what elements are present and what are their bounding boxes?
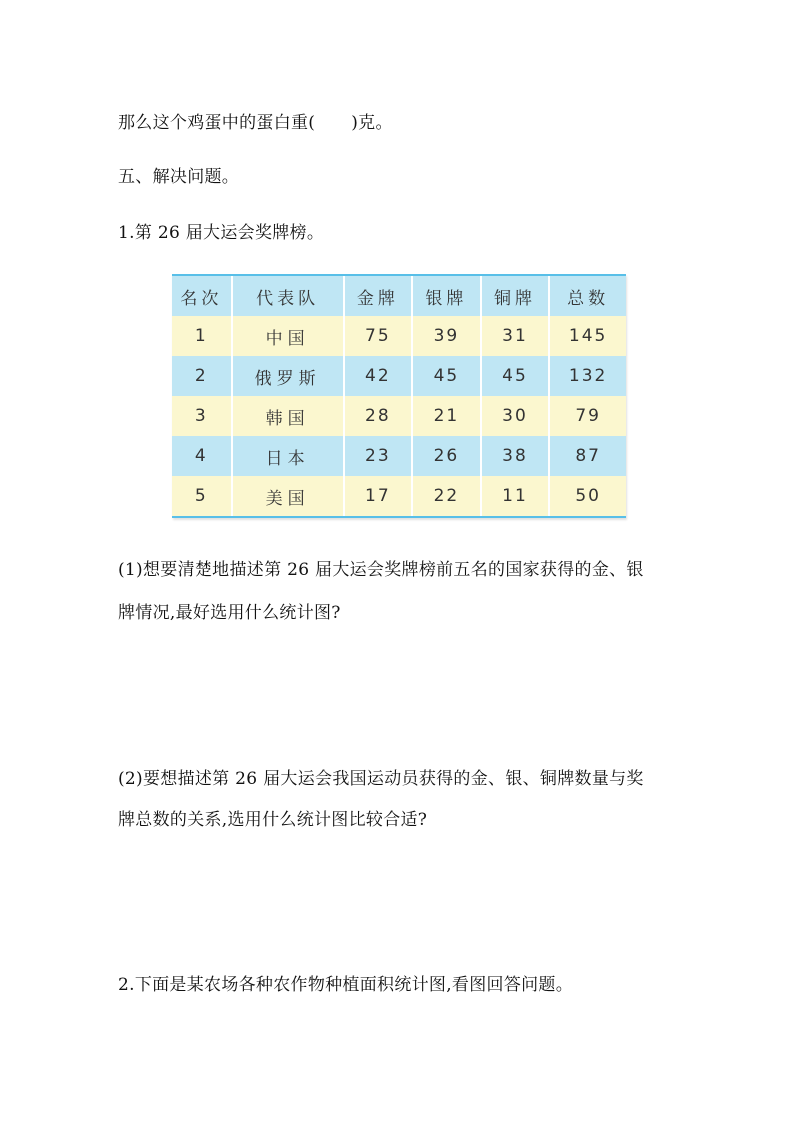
cell-silver: 39 (412, 316, 481, 356)
cell-rank: 5 (172, 476, 232, 517)
cell-gold: 17 (344, 476, 413, 517)
table-row (172, 476, 626, 517)
cell-team: 俄罗斯 (232, 356, 344, 396)
cell-silver: 21 (412, 396, 481, 436)
cell-bronze: 38 (481, 436, 550, 476)
table-row (172, 316, 626, 356)
cell-gold: 28 (344, 396, 413, 436)
question-line-egg-white (118, 108, 393, 133)
header-total: 总数 (549, 275, 626, 316)
question-1-1-line-2: 牌情况,最好选用什么统计图? (118, 603, 341, 623)
cell-bronze: 30 (481, 396, 550, 436)
table-header-row (172, 275, 626, 316)
cell-silver: 26 (412, 436, 481, 476)
cell-gold: 23 (344, 436, 413, 476)
cell-bronze: 45 (481, 356, 550, 396)
question-1-1-line-1: (1)想要清楚地描述第 26 届大运会奖牌榜前五名的国家获得的金、银 (118, 560, 644, 580)
header-team: 代表队 (232, 275, 344, 316)
cell-silver: 22 (412, 476, 481, 517)
question-1-2-line-2: 牌总数的关系,选用什么统计图比较合适? (118, 810, 428, 830)
cell-total: 50 (549, 476, 626, 517)
cell-rank: 3 (172, 396, 232, 436)
cell-rank: 4 (172, 436, 232, 476)
section-heading-solve-problems: 五、解决问题。 (118, 167, 240, 187)
table-row (172, 396, 626, 436)
cell-total: 87 (549, 436, 626, 476)
table-row (172, 356, 626, 396)
header-rank: 名次 (172, 275, 232, 316)
cell-bronze: 31 (481, 316, 550, 356)
cell-team: 美国 (232, 476, 344, 517)
egg-white-text-before: 那么这个鸡蛋中的蛋白重( (118, 113, 316, 133)
question-1-2-line-1: (2)要想描述第 26 届大运会我国运动员获得的金、银、铜牌数量与奖 (118, 769, 644, 789)
egg-white-text-after: )克。 (351, 113, 393, 133)
header-bronze: 铜牌 (481, 275, 550, 316)
question-1-title: 1.第 26 届大运会奖牌榜。 (118, 223, 325, 243)
cell-gold: 42 (344, 356, 413, 396)
header-silver: 银牌 (412, 275, 481, 316)
cell-gold: 75 (344, 316, 413, 356)
cell-total: 145 (549, 316, 626, 356)
cell-rank: 1 (172, 316, 232, 356)
medal-table (172, 274, 626, 518)
cell-silver: 45 (412, 356, 481, 396)
cell-bronze: 11 (481, 476, 550, 517)
table-row (172, 436, 626, 476)
header-gold: 金牌 (344, 275, 413, 316)
question-2-title: 2.下面是某农场各种农作物种植面积统计图,看图回答问题。 (118, 975, 574, 995)
cell-team: 日本 (232, 436, 344, 476)
cell-rank: 2 (172, 356, 232, 396)
cell-total: 132 (549, 356, 626, 396)
cell-total: 79 (549, 396, 626, 436)
cell-team: 韩国 (232, 396, 344, 436)
cell-team: 中国 (232, 316, 344, 356)
